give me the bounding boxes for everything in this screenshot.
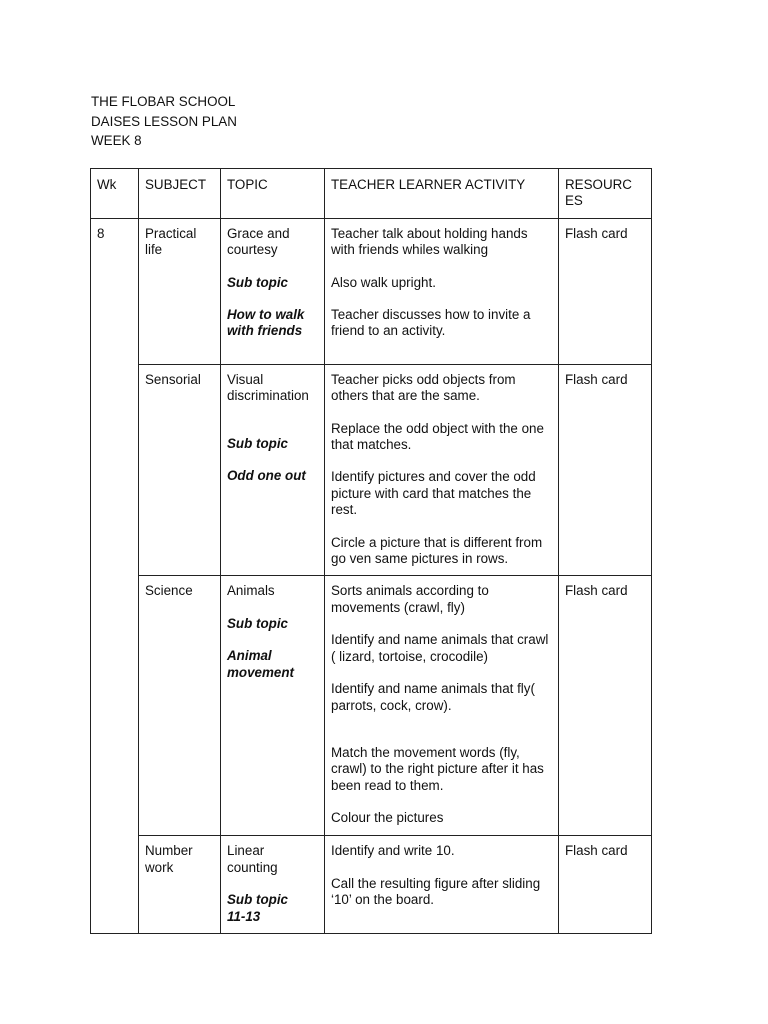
header-wk: Wk bbox=[91, 169, 139, 219]
header-resources-label: RESOURCES bbox=[565, 177, 632, 209]
subtopic-text: 11-13 bbox=[227, 908, 261, 924]
activity-text: Identify pictures and cover the odd picture with card that matches the rest. bbox=[331, 469, 536, 518]
week-label: WEEK 8 bbox=[91, 133, 142, 148]
lesson-plan-table bbox=[90, 168, 652, 934]
activity-text: Teacher picks odd objects from others that are the same. bbox=[331, 371, 516, 404]
activity-text: Identify and name animals that fly( parrots, cock, crow). bbox=[331, 681, 535, 713]
resource-cell: Flash card bbox=[559, 836, 652, 934]
activity-text: Sorts animals according to movements (crawl, fly) bbox=[331, 583, 489, 615]
subject-cell: Science bbox=[139, 576, 221, 836]
topic-cell bbox=[221, 836, 325, 934]
activity-cell bbox=[325, 218, 559, 364]
activity-text: Also walk upright. bbox=[331, 274, 436, 290]
resource-cell: Flash card bbox=[559, 576, 652, 836]
header-activity: TEACHER LEARNER ACTIVITY bbox=[325, 169, 559, 219]
subject-cell: Sensorial bbox=[139, 364, 221, 576]
activity-text: Identify and write 10. bbox=[331, 843, 455, 859]
subtopic-text: Odd one out bbox=[227, 468, 306, 484]
topic-text: Grace and courtesy bbox=[227, 225, 290, 258]
resource-cell: Flash card bbox=[559, 218, 652, 364]
activity-text: Colour the pictures bbox=[331, 810, 444, 826]
header-topic: TOPIC bbox=[221, 169, 325, 219]
header-resources bbox=[559, 169, 652, 219]
subtopic-label: Sub topic bbox=[227, 274, 288, 290]
subject-cell: Practical life bbox=[139, 218, 221, 364]
subject-cell: Number work bbox=[139, 836, 221, 934]
subtopic-text: Animal movement bbox=[227, 648, 294, 680]
table-row bbox=[91, 218, 652, 364]
subtopic-text: How to walk with friends bbox=[227, 307, 305, 339]
document-header bbox=[91, 92, 237, 151]
table-row bbox=[91, 576, 652, 836]
topic-cell bbox=[221, 576, 325, 836]
activity-cell bbox=[325, 364, 559, 576]
activity-cell bbox=[325, 576, 559, 836]
activity-cell bbox=[325, 836, 559, 934]
topic-cell bbox=[221, 218, 325, 364]
activity-text: Call the resulting figure after sliding ‘10’ on the board. bbox=[331, 875, 541, 908]
topic-text: Animals bbox=[227, 583, 275, 599]
table-header-row bbox=[91, 169, 652, 219]
activity-text: Replace the odd object with the one that matches. bbox=[331, 420, 544, 453]
table-row bbox=[91, 364, 652, 576]
activity-text: Identify and name animals that crawl ( lizard, tortoise, crocodile) bbox=[331, 632, 549, 664]
resource-cell: Flash card bbox=[559, 364, 652, 576]
topic-cell bbox=[221, 364, 325, 576]
header-subject: SUBJECT bbox=[139, 169, 221, 219]
subtopic-label: Sub topic bbox=[227, 892, 288, 908]
topic-text: Linear counting bbox=[227, 843, 278, 875]
table-row bbox=[91, 836, 652, 934]
topic-text: Visual discrimination bbox=[227, 371, 309, 404]
plan-title: DAISES LESSON PLAN bbox=[91, 113, 237, 129]
activity-text: Circle a picture that is different from go ven same pictures in rows. bbox=[331, 534, 543, 567]
activity-text: Teacher talk about holding hands with friends whiles walking bbox=[331, 225, 528, 258]
activity-text: Match the movement words (fly, crawl) to the right picture after it has been read to them. bbox=[331, 744, 544, 793]
subtopic-label: Sub topic bbox=[227, 615, 288, 631]
subtopic-label: Sub topic bbox=[227, 435, 288, 451]
activity-text: Teacher discusses how to invite a friend to an activity. bbox=[331, 307, 531, 339]
school-name: THE FLOBAR SCHOOL bbox=[91, 94, 236, 109]
week-number-cell: 8 bbox=[91, 218, 139, 933]
